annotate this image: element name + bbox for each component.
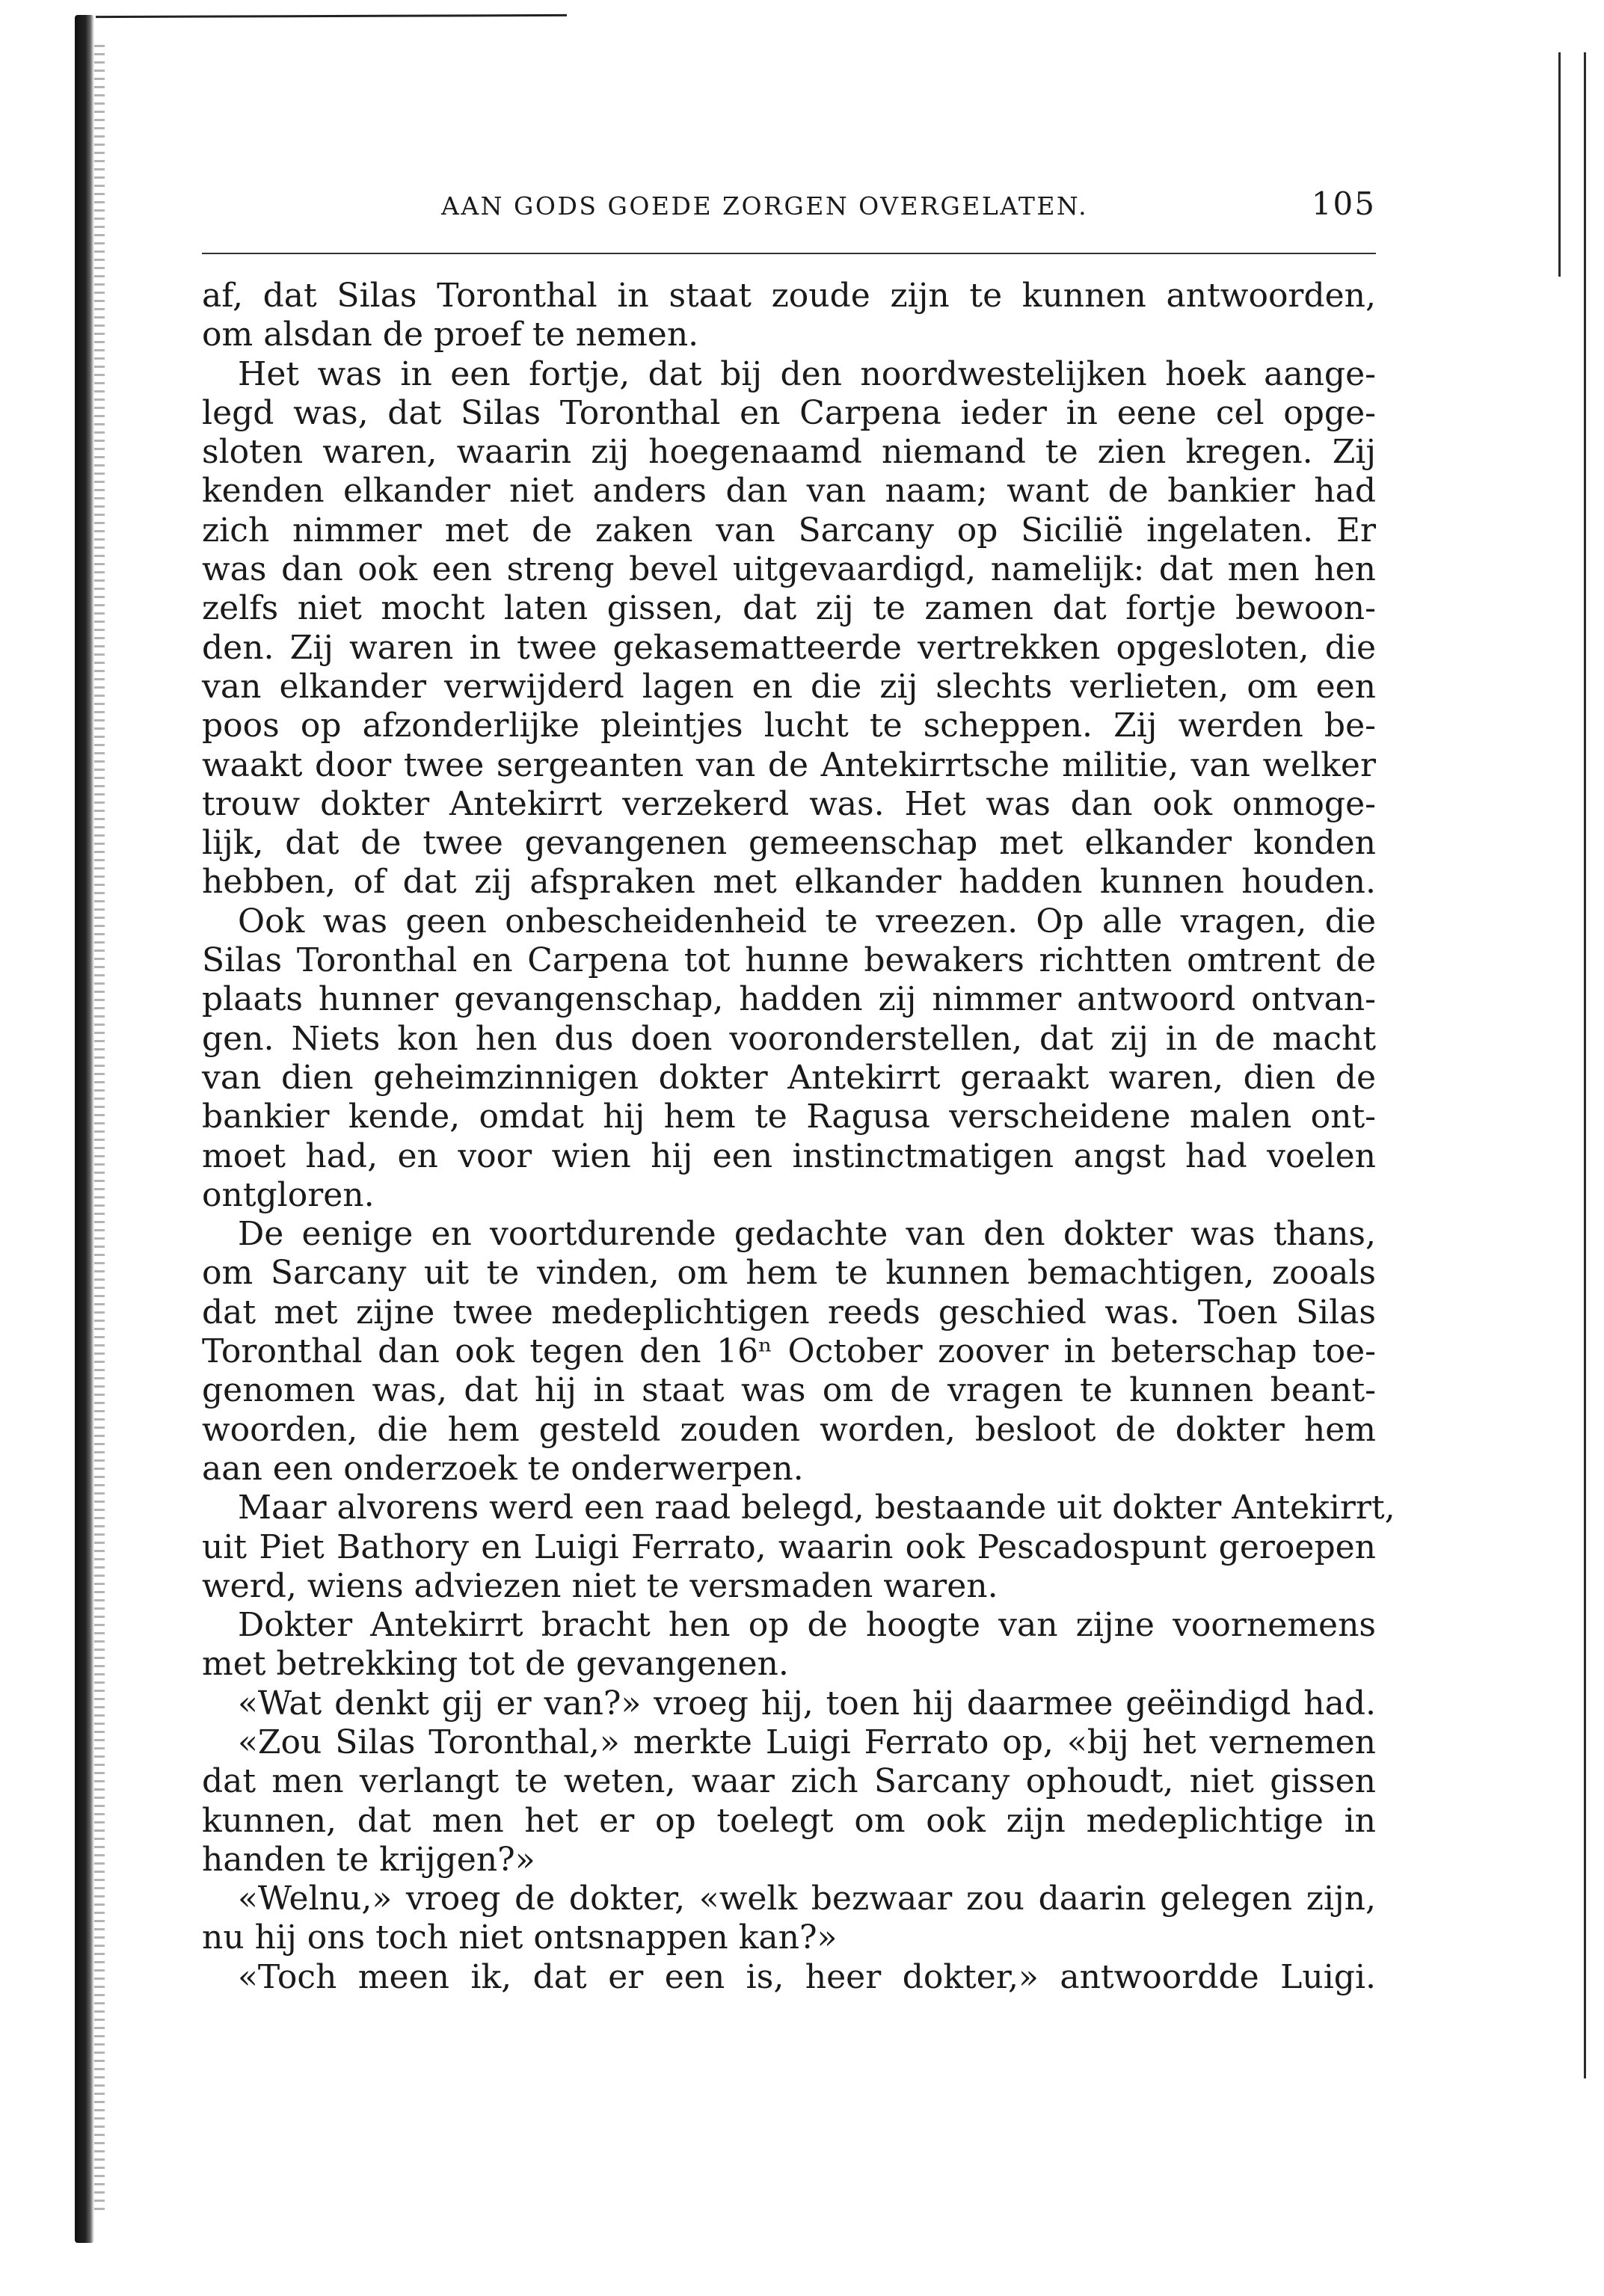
text-line: zich nimmer met de zaken van Sarcany op Sicilië ingelaten. Er (202, 511, 1376, 550)
page-number: 105 (1311, 185, 1376, 222)
page-header (202, 185, 1376, 238)
text-line: uit Piet Bathory en Luigi Ferrato, waarin ook Pescadospunt geroepen (202, 1527, 1376, 1566)
text-line: De eenige en voortdurende gedachte van den dokter was thans, (238, 1215, 1376, 1254)
text-line: ontgloren. (202, 1175, 375, 1214)
text-line: Silas Toronthal en Carpena tot hunne bewakers richtten omtrent de (202, 941, 1376, 980)
text-line: handen te krijgen?» (202, 1840, 535, 1879)
scan-top-edge (96, 14, 567, 18)
text-line: om Sarcany uit te vinden, om hem te kunnen bemachtigen, zooals (202, 1254, 1376, 1293)
text-line: den. Zij waren in twee gekasematteerde vertrekken opgesloten, die (202, 628, 1376, 667)
text-line: gen. Niets kon hen dus doen vooronderstellen, dat zij in de macht (202, 1019, 1376, 1058)
text-line: Maar alvorens werd een raad belegd, bestaande uit dokter Antekirrt, (238, 1489, 1395, 1527)
text-line: af, dat Silas Toronthal in staat zoude zijn te kunnen antwoorden, (202, 277, 1376, 315)
text-line: genomen was, dat hij in staat was om de vragen te kunnen beant- (202, 1371, 1376, 1410)
text-line: hebben, of dat zij afspraken met elkander hadden kunnen houden. (202, 863, 1376, 902)
text-line: dat men verlangt te weten, waar zich Sarcany ophoudt, niet gissen (202, 1762, 1376, 1801)
running-head: AAN GODS GOEDE ZORGEN OVERGELATEN. (441, 191, 1089, 221)
text-line: dat met zijne twee medeplichtigen reeds geschied was. Toen Silas (202, 1293, 1376, 1332)
text-line: aan een onderzoek te onderwerpen. (202, 1449, 804, 1488)
text-line: legd was, dat Silas Toronthal en Carpena ieder in eene cel opge- (202, 393, 1376, 432)
text-line: moet had, en voor wien hij een instinctmatigen angst had voelen (202, 1136, 1376, 1175)
text-line: zelfs niet mocht laten gissen, dat zij te zamen dat fortje bewoon- (202, 589, 1376, 628)
header-rule (202, 253, 1376, 254)
page-edge-line (1558, 52, 1561, 277)
book-binding-edge (75, 15, 94, 2243)
text-line: met betrekking tot de gevangenen. (202, 1645, 789, 1684)
text-line: sloten waren, waarin zij hoegenaamd niemand te zien kregen. Zij (202, 433, 1376, 472)
text-line: werd, wiens adviezen niet te versmaden waren. (202, 1566, 998, 1605)
text-line: waakt door twee sergeanten van de Antekirrtsche militie, van welker (202, 745, 1376, 784)
text-line: «Wat denkt gij er van?» vroeg hij, toen hij daarmee geëindigd had. (238, 1684, 1376, 1723)
text-line: kunnen, dat men het er op toelegt om ook zijn medeplichtige in (202, 1801, 1376, 1840)
text-line: «Welnu,» vroeg de dokter, «welk bezwaar zou daarin gelegen zijn, (238, 1880, 1376, 1918)
text-line: plaats hunner gevangenschap, hadden zij nimmer antwoord ontvan- (202, 980, 1376, 1019)
page-edge-line (1584, 52, 1586, 2078)
text-line: van elkander verwijderd lagen en die zij slechts verlieten, om een (202, 667, 1376, 706)
text-line: Het was in een fortje, dat bij den noordwestelijken hoek aange- (238, 354, 1376, 393)
text-line: «Zou Silas Toronthal,» merkte Luigi Ferrato op, «bij het vernemen (238, 1723, 1376, 1761)
text-line: Toronthal dan ook tegen den 16ⁿ October zoover in beterschap toe- (202, 1332, 1376, 1371)
text-line: om alsdan de proef te nemen. (202, 316, 699, 354)
text-line: woorden, die hem gesteld zouden worden, besloot de dokter hem (202, 1410, 1376, 1449)
text-line: nu hij ons toch niet ontsnappen kan?» (202, 1918, 838, 1957)
binding-shadow (94, 45, 105, 2213)
body-text (202, 277, 1395, 1997)
text-line: «Toch meen ik, dat er een is, heer dokter,» antwoordde Luigi. (238, 1957, 1376, 1996)
text-line: van dien geheimzinnigen dokter Antekirrt geraakt waren, dien de (202, 1058, 1376, 1097)
text-line: Ook was geen onbescheidenheid te vreezen. Op alle vragen, die (238, 902, 1376, 941)
text-line: trouw dokter Antekirrt verzekerd was. Het was dan ook onmoge- (202, 784, 1376, 823)
text-line: poos op afzonderlijke pleintjes lucht te scheppen. Zij werden be- (202, 707, 1376, 745)
text-line: was dan ook een streng bevel uitgevaardigd, namelijk: dat men hen (202, 550, 1376, 589)
text-line: lijk, dat de twee gevangenen gemeenschap met elkander konden (202, 824, 1376, 863)
text-line: bankier kende, omdat hij hem te Ragusa verscheidene malen ont- (202, 1098, 1376, 1136)
text-line: Dokter Antekirrt bracht hen op de hoogte van zijne voornemens (238, 1606, 1376, 1645)
text-line: kenden elkander niet anders dan van naam; want de bankier had (202, 472, 1376, 511)
